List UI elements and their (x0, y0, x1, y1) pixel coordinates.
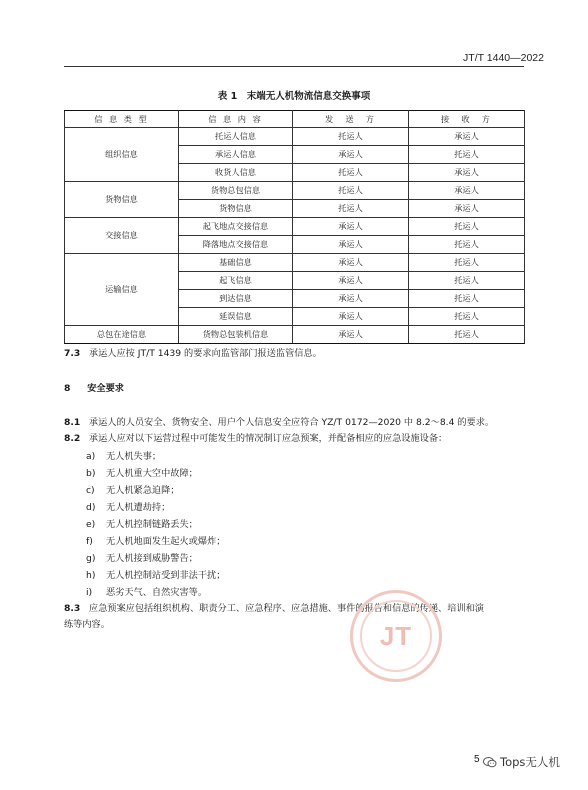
clause-8-3-continuation (64, 617, 532, 632)
table-header-row (65, 111, 525, 128)
header-rule (64, 66, 524, 67)
clause-text: 承运人应对以下运营过程中可能发生的情况制订应急预案，并配备相应的应急设施设备： (88, 433, 448, 444)
list-text: 无人机接到威胁警告； (106, 553, 198, 564)
sender-cell: 托运人 (293, 164, 409, 182)
table-row (65, 254, 525, 272)
section-8-heading (64, 381, 532, 396)
sender-cell: 承运人 (293, 146, 409, 164)
info-type-cell: 运输信息 (65, 254, 179, 326)
standard-code: JT/T 1440—2022 (463, 52, 544, 64)
list-item (86, 499, 170, 513)
list-mark: b) (86, 468, 96, 479)
table-row (65, 128, 525, 146)
wechat-icon (483, 757, 497, 768)
list-mark: i) (86, 587, 93, 598)
page-number: 5 (474, 754, 480, 765)
list-mark: h) (86, 570, 96, 581)
sender-cell: 承运人 (293, 254, 409, 272)
sender-cell: 托运人 (293, 128, 409, 146)
list-item (86, 465, 198, 479)
info-content-cell: 货物信息 (179, 200, 293, 218)
clause-8-1 (64, 415, 532, 430)
clause-8-2 (64, 431, 532, 446)
clause-number: 8.3 (64, 603, 81, 614)
table-row (65, 326, 525, 344)
list-text: 无人机控制站受到非法干扰； (106, 570, 226, 581)
receiver-cell: 托运人 (409, 290, 525, 308)
list-text: 无人机地面发生起火或爆炸； (106, 536, 226, 547)
list-mark: c) (86, 485, 95, 496)
info-content-cell: 起飞信息 (179, 272, 293, 290)
sender-cell: 托运人 (293, 200, 409, 218)
info-content-cell: 起飞地点交接信息 (179, 218, 293, 236)
section-number: 8 (64, 383, 71, 394)
receiver-cell: 托运人 (409, 146, 525, 164)
list-text: 恶劣天气、自然灾害等。 (106, 587, 208, 598)
clause-text: 承运人的人员安全、货物安全、用户个人信息安全应符合 YZ/T 0172—2020 中 8.2～8.4 的要求。 (88, 417, 495, 428)
column-header: 信 息 内 容 (179, 111, 293, 128)
list-item (86, 533, 225, 547)
receiver-cell: 托运人 (409, 236, 525, 254)
list-item (86, 567, 225, 581)
receiver-cell: 托运人 (409, 218, 525, 236)
info-content-cell: 收货人信息 (179, 164, 293, 182)
sender-cell: 承运人 (293, 236, 409, 254)
seal-text: JT (360, 600, 432, 672)
watermark-text: Tops无人机 (500, 755, 560, 769)
list-text: 无人机紧急迫降； (106, 485, 180, 496)
list-text: 无人机遭劫持； (106, 502, 171, 513)
info-content-cell: 货物总包信息 (179, 182, 293, 200)
clause-7-3 (64, 346, 532, 361)
receiver-cell: 承运人 (409, 128, 525, 146)
sender-cell: 承运人 (293, 218, 409, 236)
list-mark: f) (86, 536, 93, 547)
receiver-cell: 托运人 (409, 254, 525, 272)
receiver-cell: 托运人 (409, 272, 525, 290)
table-title: 表 1 末端无人机物流信息交换事项 (217, 91, 371, 102)
info-type-cell: 交接信息 (65, 218, 179, 254)
list-text: 无人机控制链路丢失； (106, 519, 198, 530)
receiver-cell: 承运人 (409, 182, 525, 200)
list-mark: g) (86, 553, 96, 564)
receiver-cell: 托运人 (409, 308, 525, 326)
info-type-cell: 货物信息 (65, 182, 179, 218)
info-type-cell: 总包在途信息 (65, 326, 179, 344)
info-type-cell: 组织信息 (65, 128, 179, 182)
clause-number: 8.1 (64, 417, 81, 428)
column-header: 发 送 方 (293, 111, 409, 128)
receiver-cell: 承运人 (409, 164, 525, 182)
info-content-cell: 降落地点交接信息 (179, 236, 293, 254)
list-item (86, 584, 207, 598)
clause-number: 8.2 (64, 433, 81, 444)
list-text: 无人机重大空中故障； (106, 468, 198, 479)
list-item (86, 482, 180, 496)
sender-cell: 托运人 (293, 182, 409, 200)
info-content-cell: 货物总包装机信息 (179, 326, 293, 344)
clause-text: 应急预案应包括组织机构、职责分工、应急程序、应急措施、事件的报告和信息的传递、培训和演 (88, 603, 484, 614)
info-content-cell: 基础信息 (179, 254, 293, 272)
info-content-cell: 延误信息 (179, 308, 293, 326)
list-mark: d) (86, 502, 96, 513)
clause-text: 承运人应按 JT/T 1439 的要求向监管部门报送监管信息。 (88, 348, 322, 359)
info-content-cell: 托运人信息 (179, 128, 293, 146)
info-exchange-table (64, 110, 525, 344)
column-header: 接 收 方 (409, 111, 525, 128)
list-item (86, 448, 161, 462)
list-mark: a) (86, 451, 96, 462)
sender-cell: 承运人 (293, 272, 409, 290)
table-row (65, 182, 525, 200)
receiver-cell: 承运人 (409, 200, 525, 218)
sender-cell: 承运人 (293, 290, 409, 308)
clause-text: 练等内容。 (64, 619, 110, 630)
list-item (86, 550, 198, 564)
table-row (65, 218, 525, 236)
info-content-cell: 承运人信息 (179, 146, 293, 164)
info-content-cell: 到达信息 (179, 290, 293, 308)
list-text: 无人机失事； (106, 451, 162, 462)
list-mark: e) (86, 519, 96, 530)
receiver-cell: 托运人 (409, 326, 525, 344)
column-header: 信 息 类 型 (65, 111, 179, 128)
sender-cell: 承运人 (293, 308, 409, 326)
clause-8-3 (64, 601, 532, 616)
section-title: 安全要求 (87, 383, 124, 394)
list-item (86, 516, 198, 530)
sender-cell: 承运人 (293, 326, 409, 344)
jt-seal-stamp (350, 590, 442, 682)
clause-number: 7.3 (64, 348, 81, 359)
